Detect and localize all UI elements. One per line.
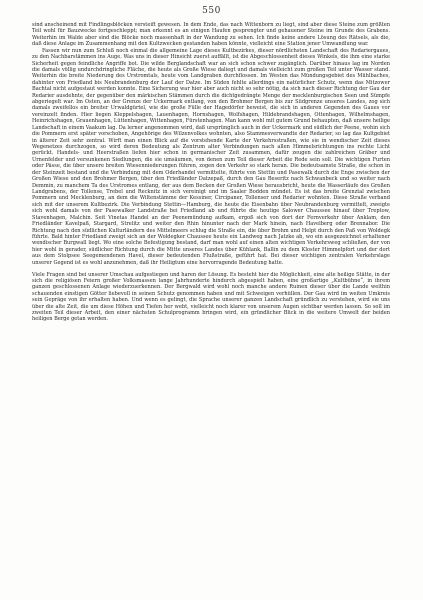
page-number: 550 [202,6,221,16]
paragraph-3: Viele Fragen sind bei unserer Umschau aufgestiegen und haren der Lösung. Es besteht hier die Möglichkeit, eine alte heilige Stätte, in der sich die religiösen Feiern großer Volksmassen lange Jahrhunderte hindurch abgespielt haben, eine großartige „Kultbühne“, in ihrem ganzen geschlossenen Anlage wiederzuerkennen. Der Bergwald wird wohl noch manche andere Ruinen dieser über die Lande weithin schauenden einstigen Götter liebevoll in seinen Schutz genommen haben und mit Schweigen verhüllen. Der Gau wird im weiten Umkreis sein Gepräge von ihr erhalten haben. Und wenn es gelingt, die Sprache unserer ganzen Landschaft gründlich zu verstehen, wird sie uns über die alte Zeit, die um diese Höhen und Tiefen her webt, vielleicht noch klarer von unserem Augen sichtbar werden lassen. So soll im zweiten Teil dieser Arbeit, den einer nächsten Schulprogramm bringen wird, ein gründlicher Blick in die weitere Umwelt der beiden heiligen Berge getan werden. [32,271,390,323]
paragraph-2: Fassen wir nun zum Schluß noch einmal die allgemeine Lage dieses Kultbezirkes, dieser nördlichsten Landschaft des Redariergaues, zu den Nachbarstämmen ins Auge. Was uns in dieser Hinsicht zuerst auffällt, ist die Abgeschlossenheit dieses Winkels, die ihm eine starke Sicherheit gegen feindliche Angriffe bot. Die wilde Berglandschaft war an sich schon schwer zugänglich. Darüber hinaus lag im Norden die damals völlig undurchdringliche Fläche, die heute als Große Wiese daliegt und damals vielleicht zum großen Teil unter Wasser stand. Weiterhin die breite Niederung des Urstromtals, heute vom Landgraben durchflossen. Im Westen das Mündungsgebiet des Mühlbaches, dahinter von Friedland bis Neubrandenburg der Lauf der Datze. Im Süden fehlte allerdings ein natürlicher Schutz, wenn das Mitzower Bachtal nicht aufgestaut werden konnte. Eine Sicherung war hier aber auch nicht so sehr nötig, da sich nach dieser Richtung der Gau der Redarier ausdehnte, der gegenüber den märkischen Stämmen durch die dichtgedrängte Menge der mecklenburgischen Seen und Sümpfe abgeriegelt war. Im Osten, an der Grenze der Uckermark entlang, von den Brohmer Bergen bis zur Südgrenze unseres Landes, zog sich damals zweifellos ein breiter Urwaldgürtel, wie die große Fülle der Hagedörfer beweist, die sich in anderen Gegenden des Gaues vor vereinzelt finden. Hier liegen Kleppelshagen, Lauenhagen, Hornshagen, Wolfshagen, Hildebrandshagen, Ottenhagen, Wilhelmshagen, Heinrichshagen, Grauenhagen, Lüttenhagen, Wittenhagen, Fürstenhagen. Man kann wohl mit gutem Grund behaupten, daß unsere heilige Landschaft in einem Vaakum lag. Da lerner angenommen wird, daß ursprünglich auch in der Uckermark und südlich der Peene, wohin sich die Pommern erst später vorschoben, Angehörige des Wilzenvolkes wohnten, also Stammesverwandte der Redarier, so lag das Kultgebiet in älterer Zeit sehr zentral. Wirft man einen Blick auf die vorstehende Karte der Verkehrsstraßen, wie sie in wendischer Zeit dieses Wegenetzes durchzogen, so wird deren Bedeutung als Zentrum alter Verbindungen nach allen Himmelsrichtungen ins rechte Licht gerückt. Handels- und Heerstraßen liefen hier schon in germanischer Zeit zusammen, dafür zeugen die zahlreichen Gräber und Urnenfelder und versunkenen Siedlungen, die sie umsäumen, von denen zum Teil dieser Arbeit die Rede sein soll. Die wichtigen Furten oder Pässe, die über unsere breiten Wiesenniederungen führen, zogen den Verkehr so stark heran. Die bedeutsamste Straße, die schon in der Steinzeit bestand und die Verbindung mit dem Oderhandel vermittelte, führte von Stettin und Pasewalk durch die Enge zwischen der Großen Wiese und den Brohmer Bergen, über den Friedländer Datzepaß, durch den Gau Beseritz nach Schwanbeck und so weiter nach Demmin, zu manchem Ta des Urstromes entlang, der aus dem Becken der Großen Wiese herausbricht, heute die Wasserläufe des Großen Landgrabens, der Tollense, Trebel und Recknitz in sich vereinigt und im Saaler Bodden mündet. Es ist das breite Grenztal zwischen Pommern und Mecklenburg, an dem die Wiltenstämme der Kessiner, Circipaner, Tollenser und Redarier wohnten. Diese Straße verband sich mit der unserem Kultbezirk. Die Verbindung Stettin—Hamburg, die heute die Eisenbahn über Neubrandenburg vermittelt, zweigte sich wohl damals von der Pasewalker Landstraße bei Friedland ab und führte die heutige Salower Chaussee hinauf über Treptow, Stavenhagen, Malchin. Seit Vinetas Handel an der Peenemündung aufkam, ergoß sich von dort der Fernverkehr über Anklam, den Friedländer Kavelpaß, Stargard, Strelitz und weiter den Rhin hinunter nach der Mark hinein, nach Havelberg oder Brennabor. Die Richtung nach den südlichen Kulturländern des Mittelmeers schlug die Straße ein, die über Brohm und Helpt durch den Paß von Woldegk führte. Bald hinter Friedland zweigt sich an der Woldegker Chaussee heute ein Landweg nach Jatzke ab, wo ein ausgezeichnet erhaltener wendischer Burgwall liegt. Wo eine solche Befestigung bestand, darf man wohl auf einen alten wichtigen Verkehrsweg schließen, der von hier wohl in gerader, südlicher Richtung durch die Mitte unseres Landes über Kühlank, Ballin zu dem Kloster Himmelpfort und der dort aus dem Stolpsee Seegemendenen Havel, dieser bedeutenden Flußstraße, geführt hat. Bei dieser wichtigen zentralen Verkehrslage unserer Gegend ist es wohl anzunehmen, daß ihr Heiligtum eine hervorragende Bedeutung hatte. [32,47,390,266]
paragraph-1: sind anscheinend mit Findlingsblöcken versteift gewesen. In dem Ende, das nach Wittenborn zu liegt, sind aber diese Steine zum größten Teil wohl für Bauzwecke fortgeschleppt; man erkennt es an einigen Haufen gesprengter und gehauener Steine im Grunde des Grabens. Weiterhin im Walde aber sind die Blöcke noch massenhaft in der Wandung zu sehen. Ich finde keine andere Lösung des Rätsels, als die, daß diese Anlage im Zusammenhang mit den Kultzwecken gestanden haben könnte, vielleicht eine Station jener Umwandlung war. [32,22,390,48]
body-text [32,22,390,323]
